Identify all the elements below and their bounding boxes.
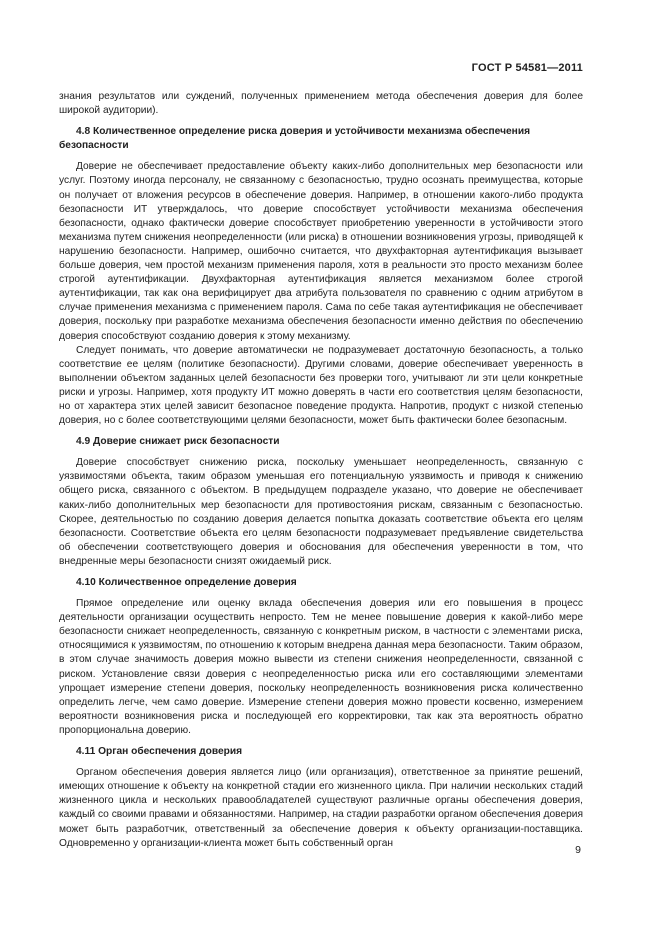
- paragraph: Следует понимать, что доверие автоматически не подразумевает достаточную безопасность, а только соответствие ее целям (политике безопасности). Другими словами, доверие обеспечивает уверенность в выполнении объектом заданных целей безопасности без проверки того, учитывают ли эти цели конкретные риски и угрозы. Например, хотя продукту ИТ можно доверять в части его соответствия целям безопасности, но от характера этих целей зависит безопасное поведение продукта. Напротив, продукт с низкой степенью доверия, но с более соответствующими целями безопасности, может быть фактически более безопасным.: [59, 344, 583, 427]
- paragraph: Прямое определение или оценку вклада обеспечения доверия или его повышения в процесс деятельности организации осуществить непросто. Тем не менее повышение доверия к какой-либо мере безопасности снижает неопределенность, связанную с конкретным риском, в частности с элементами риска, относящимися к уязвимостям, по отношению к которым внедрена данная мера безопасности. Таким образом, в этом случае значимость доверия можно вывести из степени снижения неопределенности, связанной с риском. Установление связи доверия с неопределенностью риска или его составляющими элементами упрощает измерение степени доверия, поскольку неопределенность возникновения риска количественно определить легче, чем само доверие. Измерение степени доверия можно провести косвенно, измерением вероятности возникновения риска и последующей его корректировки, так как эта вероятность обратно пропорциональна доверию.: [59, 598, 583, 736]
- section-heading-4-10: 4.10 Количественное определение доверия: [76, 577, 297, 588]
- section-heading-4-9: 4.9 Доверие снижает риск безопасности: [76, 436, 280, 448]
- section-heading-4-11: 4.11 Орган обеспечения доверия: [76, 746, 243, 758]
- section-heading-4-8: 4.8 Количественное определение риска доверия и устойчивости механизма обеспечения безопасности: [59, 126, 531, 152]
- document-body: [59, 90, 583, 851]
- paragraph: Доверие не обеспечивает предоставление объекту каких-либо дополнительных мер безопасности или услуг. Поэтому иногда персоналу, не связанному с безопасностью, трудно осознать преимущества, которые он получает от вложения ресурсов в обеспечение доверия. Например, в отношении какого-либо продукта безопасности ИТ утверждалось, что доверие способствует устойчивости механизма обеспечения безопасности, однако фактически доверие способствует приобретению уверенности в устойчивости этого механизма путем снижения неопределенности (или риска) в отношении возникновения угрозы, приводящей к нарушению безопасности. Например, ошибочно считается, что двухфакторная аутентификация вызывает больше доверия, чем простой механизм применения пароля, хотя в реальности это просто механизм более строгой аутентификации. Двухфакторная аутентификация является механизмом более строгой аутентификации, так как она верифицирует два атрибута пользователя по сравнению с одним атрибутом в случае применения механизма с применением пароля. Сама по себе такая аутентификация не обеспечивает доверия, поскольку при разработке механизма обеспечения безопасности именно действия по обеспечению доверия способствуют созданию доверия к этому механизму.: [59, 161, 583, 342]
- intro-continuation: знания результатов или суждений, полученных применением метода обеспечения доверия для более широкой аудитории).: [59, 91, 583, 117]
- paragraph: Доверие способствует снижению риска, поскольку уменьшает неопределенность, связанную с уязвимостями объекта, таким образом уменьшая его потенциальную уязвимость и приводя к снижению общего риска, связанного с объектом. В предыдущем подразделе указано, что доверие не обеспечивает каких-либо дополнительных мер безопасности для противостояния рискам, связанным с безопасностью. Скорее, деятельностью по созданию доверия делается попытка доказать соответствие объекта его целям безопасности. Соответствие объекта его целям безопасности подразумевает предъявление свидетельства об обеспечении соответствующего доверия и обоснования для обеспечения уверенности в том, что внедренные меры безопасности снизят ожидаемый риск.: [59, 457, 583, 567]
- page-number: 9: [575, 844, 581, 856]
- paragraph: Органом обеспечения доверия является лицо (или организация), ответственное за принятие решений, имеющих отношение к объекту на конкретной стадии его жизненного цикла. При наличии нескольких стадий жизненного цикла и нескольких правообладателей существуют различные органы обеспечения доверия, каждый со своими правами и обязанностями. Например, на стадии разработки органом обеспечения доверия может быть разработчик, ответственный за обеспечение доверия к объекту организации-поставщика. Одновременно у организации-клиента может быть собственный орган: [59, 767, 583, 849]
- document-code-header: ГОСТ Р 54581—2011: [471, 62, 583, 74]
